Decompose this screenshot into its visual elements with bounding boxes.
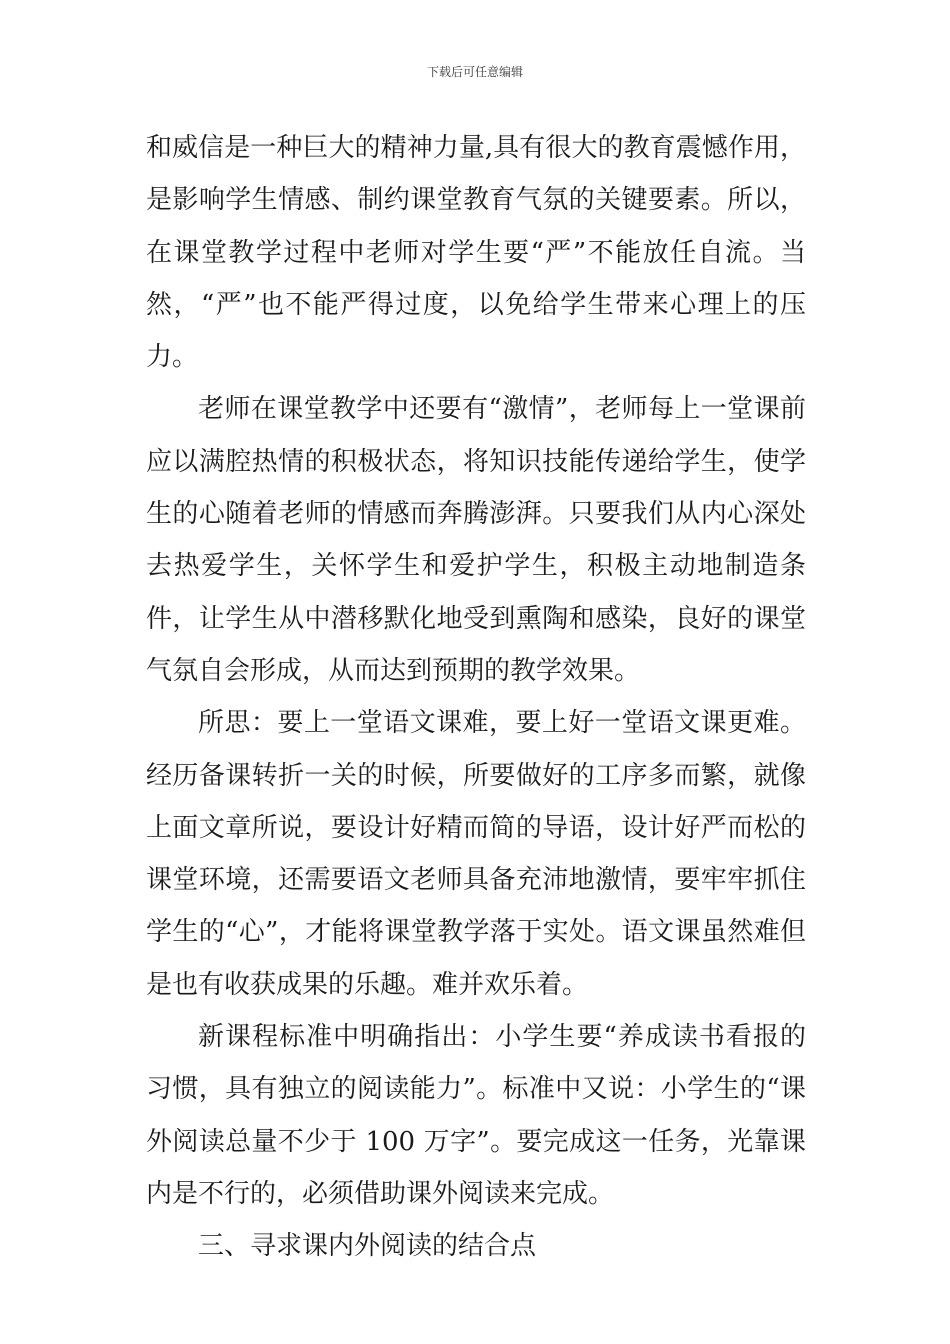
page-header: 下载后可任意编辑 bbox=[426, 65, 523, 79]
paragraph-continued: 和威信是一种巨大的精神力量,具有很大的教育震憾作用，是影响学生情感、制约课堂教育气氛的关键要素。所以，在课堂教学过程中老师对学生要“严”不能放任自流。当然，“严”也不能严得过度，以免给学生带来心理上的压力。 bbox=[146, 133, 806, 373]
paragraph: 新课程标准中明确指出：小学生要“养成读书看报的习惯，具有独立的阅读能力”。标准中又说：小学生的“课外阅读总量不少于 100 万字”。要完成这一任务，光靠课内是不行的，必须借助课外阅读来完成。 bbox=[146, 1022, 806, 1209]
paragraph: 老师在课堂教学中还要有“激情”，老师每上一堂课前应以满腔热情的积极状态，将知识技能传递给学生，使学生的心随着老师的情感而奔腾澎湃。只要我们从内心深处去热爱学生，关怀学生和爱护学生，积极主动地制造条件，让学生从中潜移默化地受到熏陶和感染，良好的课堂气氛自会形成，从而达到预期的教学效果。 bbox=[146, 394, 806, 686]
document-body bbox=[146, 122, 806, 1273]
paragraph: 所思：要上一堂语文课难，要上好一堂语文课更难。经历备课转折一关的时候，所要做好的工序多而繁，就像上面文章所说，要设计好精而简的导语，设计好严而松的课堂环境，还需要语文老师具备充沛地激情，要牢牢抓住学生的“心”，才能将课堂教学落于实处。语文课虽然难但是也有收获成果的乐趣。难并欢乐着。 bbox=[146, 708, 806, 1000]
section-heading: 三、寻求课内外阅读的结合点 bbox=[198, 1231, 537, 1262]
